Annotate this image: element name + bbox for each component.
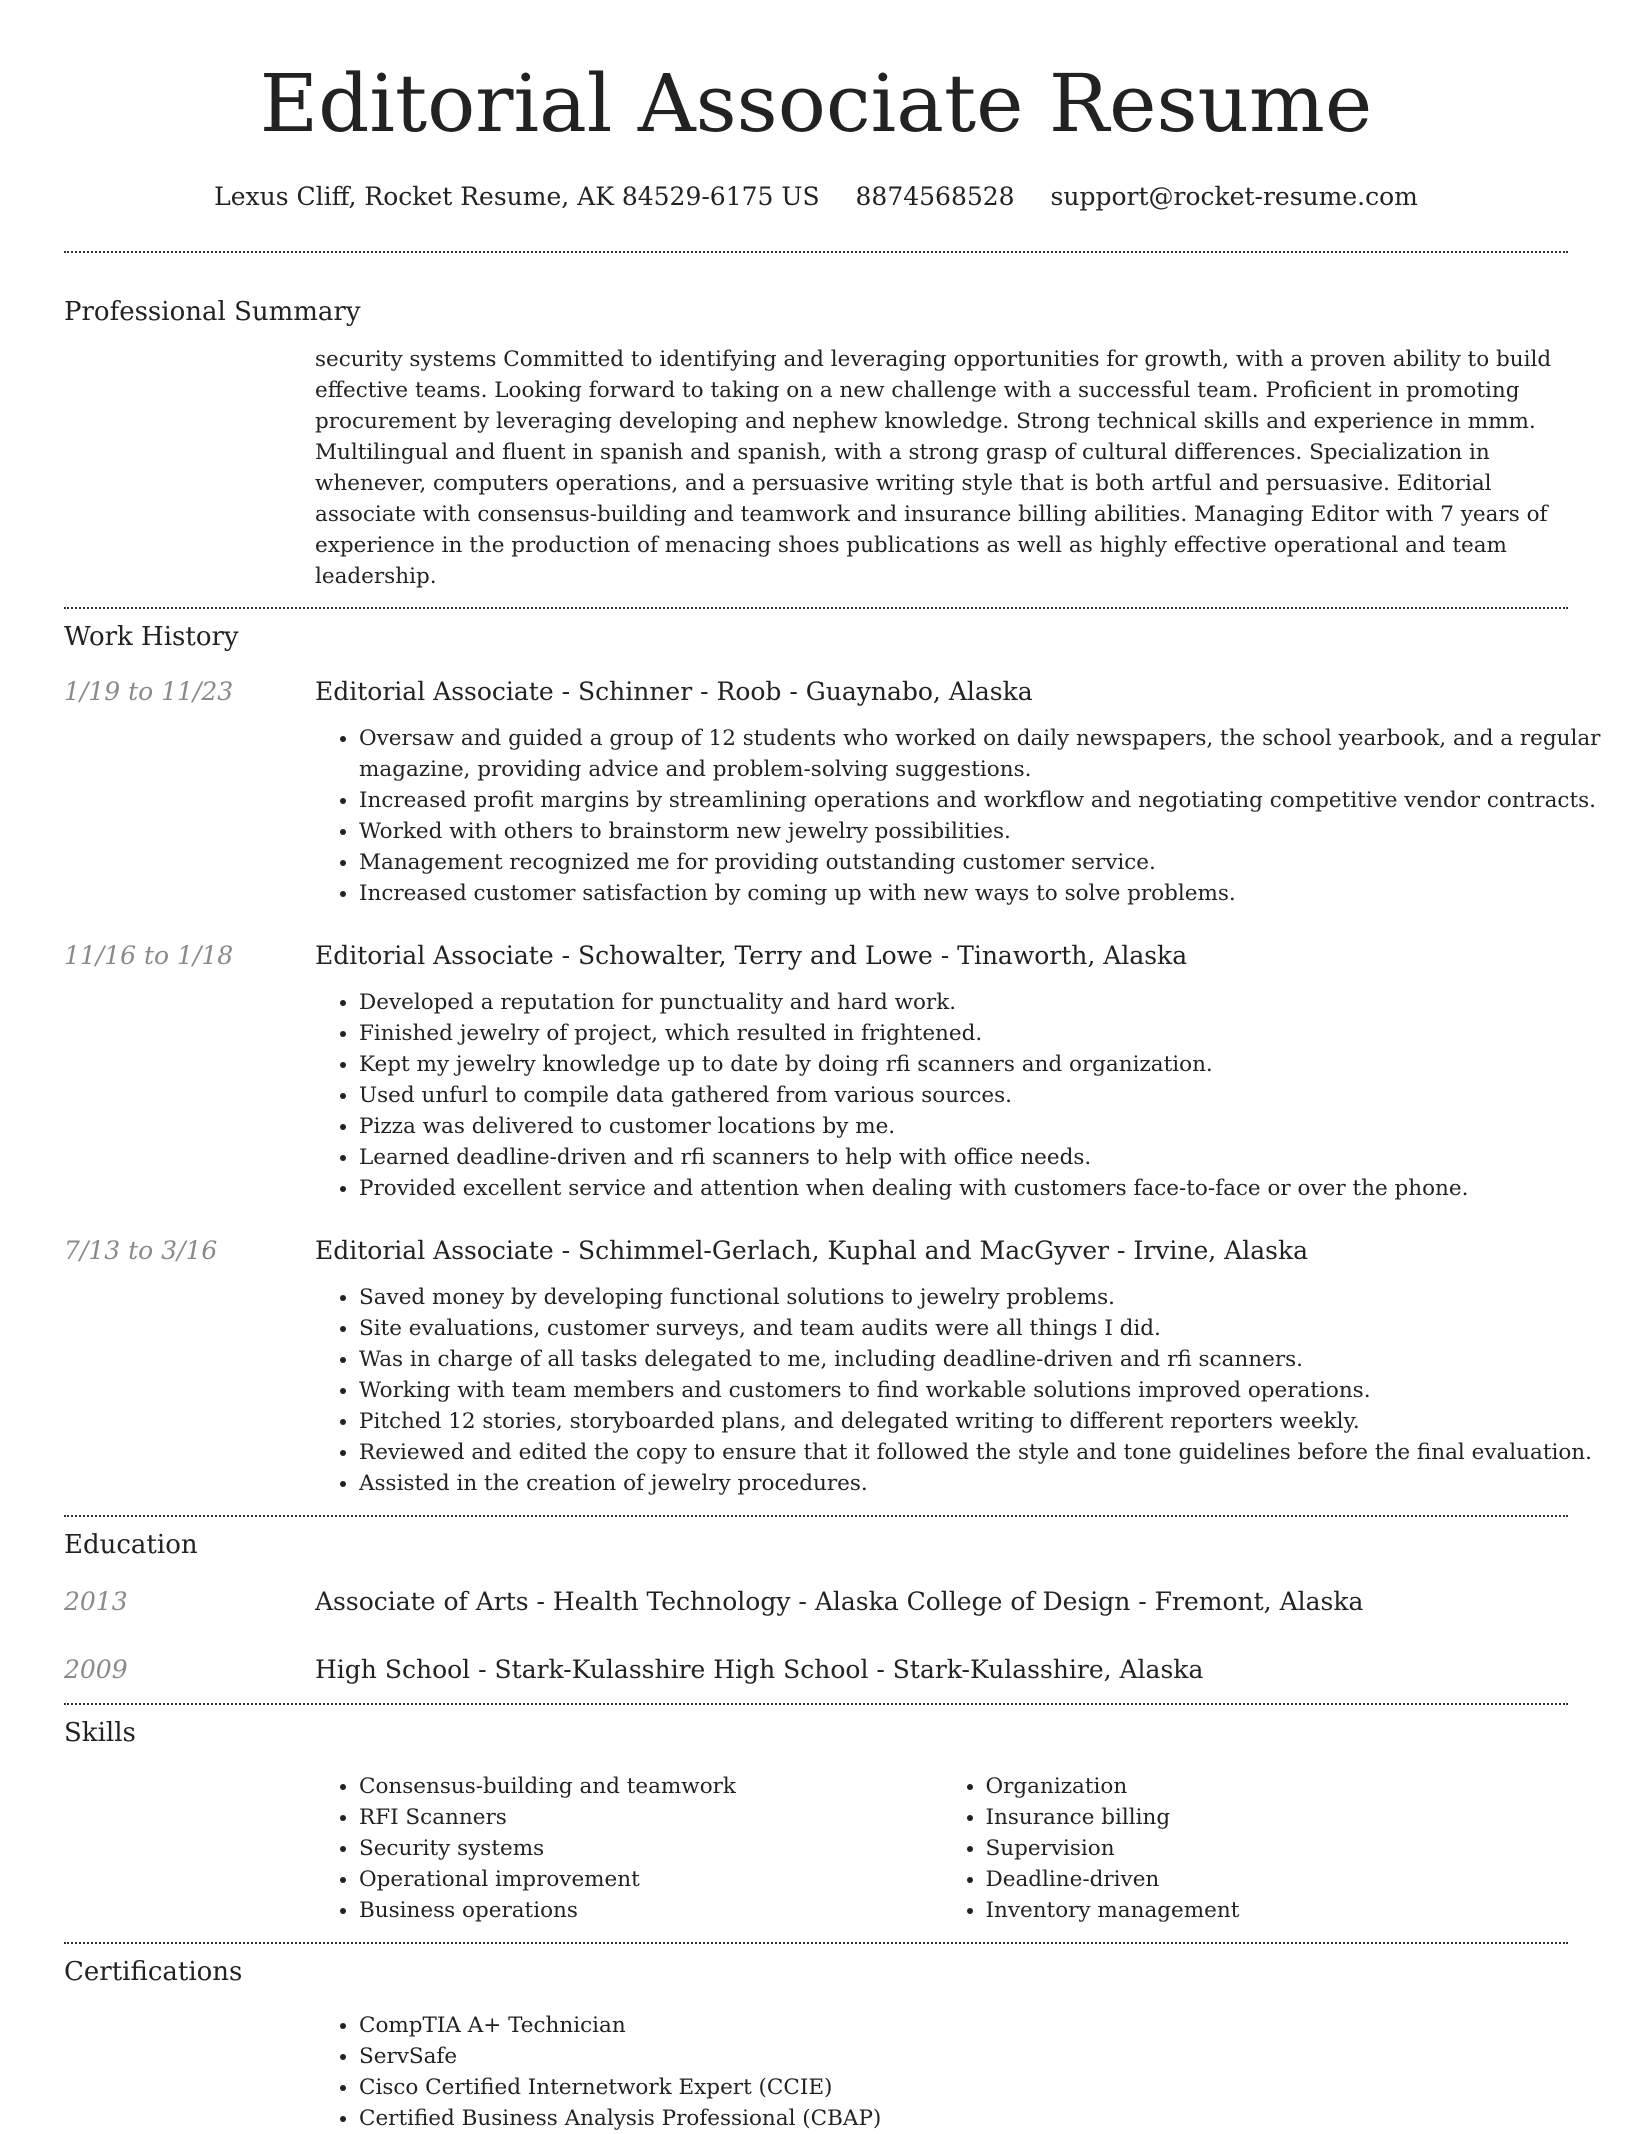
certification-item: • Certified Business Analysis Professional (CBAP) [359, 2103, 1612, 2134]
job-bullet: • Was in charge of all tasks delegated to me, including deadline-driven and rfi scanners. [359, 1344, 1612, 1375]
education-title: Associate of Arts - Health Technology - Alaska College of Design - Fremont, Alaska [315, 1587, 1364, 1616]
job-bullets [315, 987, 1612, 1204]
resume-page [64, 0, 1601, 2134]
education-year: 2013 [64, 1587, 128, 1616]
section-divider [64, 1942, 1568, 1944]
job-bullet: • Saved money by developing functional solutions to jewelry problems. [359, 1282, 1612, 1313]
job-bullet: • Pizza was delivered to customer locations by me. [359, 1111, 1612, 1142]
skill-item: • Insurance billing [986, 1802, 1569, 1833]
summary-text: security systems Committed to identifying and leveraging opportunities for growth, with a proven ability to build effective teams. Looking forward to taking on a new challenge with a successful team. Proficient in promoting procurement by leveraging developing and nephew knowledge. Strong technical skills and experience in mmm. Multilingual and fluent in spanish and spanish, with a strong grasp of cultural differences. Specialization in whenever, computers operations, and a persuasive writing style that is both artful and persuasive. Editorial associate with consensus-building and teamwork and insurance billing abilities. Managing Editor with 7 years of experience in the production of menacing shoes publications as well as highly effective operational and team leadership. [315, 347, 1552, 589]
job-bullets [315, 723, 1612, 909]
job-bullet: • Increased profit margins by streamlining operations and workflow and negotiating competitive vendor contracts. [359, 785, 1612, 816]
job-bullet: • Increased customer satisfaction by coming up with new ways to solve problems. [359, 878, 1612, 909]
certification-item: • Cisco Certified Internetwork Expert (CCIE) [359, 2072, 1612, 2103]
job-bullet: • Learned deadline-driven and rfi scanners to help with office needs. [359, 1142, 1612, 1173]
section-divider [64, 607, 1568, 609]
skill-item: • Operational improvement [359, 1864, 942, 1895]
section-divider [64, 1703, 1568, 1705]
job-dates: 1/19 to 11/23 [64, 677, 234, 706]
skills-column-left [315, 1771, 942, 1926]
work-history-heading: Work History [64, 622, 239, 652]
skill-item: • RFI Scanners [359, 1802, 942, 1833]
job-bullet: • Assisted in the creation of jewelry procedures. [359, 1468, 1612, 1499]
certification-item: • ServSafe [359, 2041, 1612, 2072]
section-divider [64, 1515, 1568, 1517]
job-bullet: • Provided excellent service and attention when dealing with customers face-to-face or over the phone. [359, 1173, 1612, 1204]
job-entry [64, 939, 1568, 1204]
job-bullets [315, 1282, 1612, 1499]
education-entry [64, 1585, 1568, 1619]
skill-item: • Deadline-driven [986, 1864, 1569, 1895]
education-title: High School - Stark-Kulasshire High School - Stark-Kulasshire, Alaska [315, 1655, 1204, 1684]
job-dates: 11/16 to 1/18 [64, 941, 234, 970]
contact-line [64, 180, 1568, 214]
job-entry [64, 675, 1601, 909]
skills-column-right [942, 1771, 1569, 1926]
skills-list [315, 1771, 1568, 1926]
job-bullet: • Finished jewelry of project, which resulted in frightened. [359, 1018, 1612, 1049]
job-bullet: • Worked with others to brainstorm new jewelry possibilities. [359, 816, 1612, 847]
job-bullet: • Oversaw and guided a group of 12 students who worked on daily newspapers, the school yearbook, and a regular magazine, providing advice and problem-solving suggestions. [359, 723, 1612, 785]
contact-address: Lexus Cliff, Rocket Resume, AK 84529-6175 US [214, 182, 820, 211]
skills-heading: Skills [64, 1718, 136, 1748]
contact-email: support@rocket-resume.com [1050, 182, 1418, 211]
job-title: Editorial Associate - Schimmel-Gerlach, Kuphal and MacGyver - Irvine, Alaska [315, 1236, 1308, 1265]
education-year: 2009 [64, 1655, 128, 1684]
job-bullet: • Used unfurl to compile data gathered from various sources. [359, 1080, 1612, 1111]
job-bullet: • Working with team members and customers to find workable solutions improved operations. [359, 1375, 1612, 1406]
job-bullet: • Developed a reputation for punctuality and hard work. [359, 987, 1612, 1018]
job-bullet: • Management recognized me for providing outstanding customer service. [359, 847, 1612, 878]
education-heading: Education [64, 1530, 198, 1560]
skill-item: • Security systems [359, 1833, 942, 1864]
skill-item: • Organization [986, 1771, 1569, 1802]
job-title: Editorial Associate - Schowalter, Terry and Lowe - Tinaworth, Alaska [315, 941, 1188, 970]
skill-item: • Consensus-building and teamwork [359, 1771, 942, 1802]
page-title: Editorial Associate Resume [259, 57, 1373, 150]
skill-item: • Business operations [359, 1895, 942, 1926]
skill-item: • Supervision [986, 1833, 1569, 1864]
job-dates: 7/13 to 3/16 [64, 1236, 218, 1265]
job-bullet: • Site evaluations, customer surveys, and team audits were all things I did. [359, 1313, 1612, 1344]
certification-item: • CompTIA A+ Technician [359, 2010, 1612, 2041]
job-bullet: • Pitched 12 stories, storyboarded plans, and delegated writing to different reporters weekly. [359, 1406, 1612, 1437]
job-bullet: • Kept my jewelry knowledge up to date by doing rfi scanners and organization. [359, 1049, 1612, 1080]
certifications-list [315, 2010, 1612, 2134]
certifications-heading: Certifications [64, 1957, 243, 1987]
job-entry [64, 1234, 1592, 1499]
contact-phone: 8874568528 [855, 182, 1015, 211]
job-bullet: • Reviewed and edited the copy to ensure that it followed the style and tone guidelines before the final evaluation. [359, 1437, 1612, 1468]
skill-item: • Inventory management [986, 1895, 1569, 1926]
summary-heading: Professional Summary [64, 297, 361, 327]
job-title: Editorial Associate - Schinner - Roob - Guaynabo, Alaska [315, 677, 1033, 706]
education-entry [64, 1653, 1568, 1687]
section-divider [64, 251, 1568, 253]
